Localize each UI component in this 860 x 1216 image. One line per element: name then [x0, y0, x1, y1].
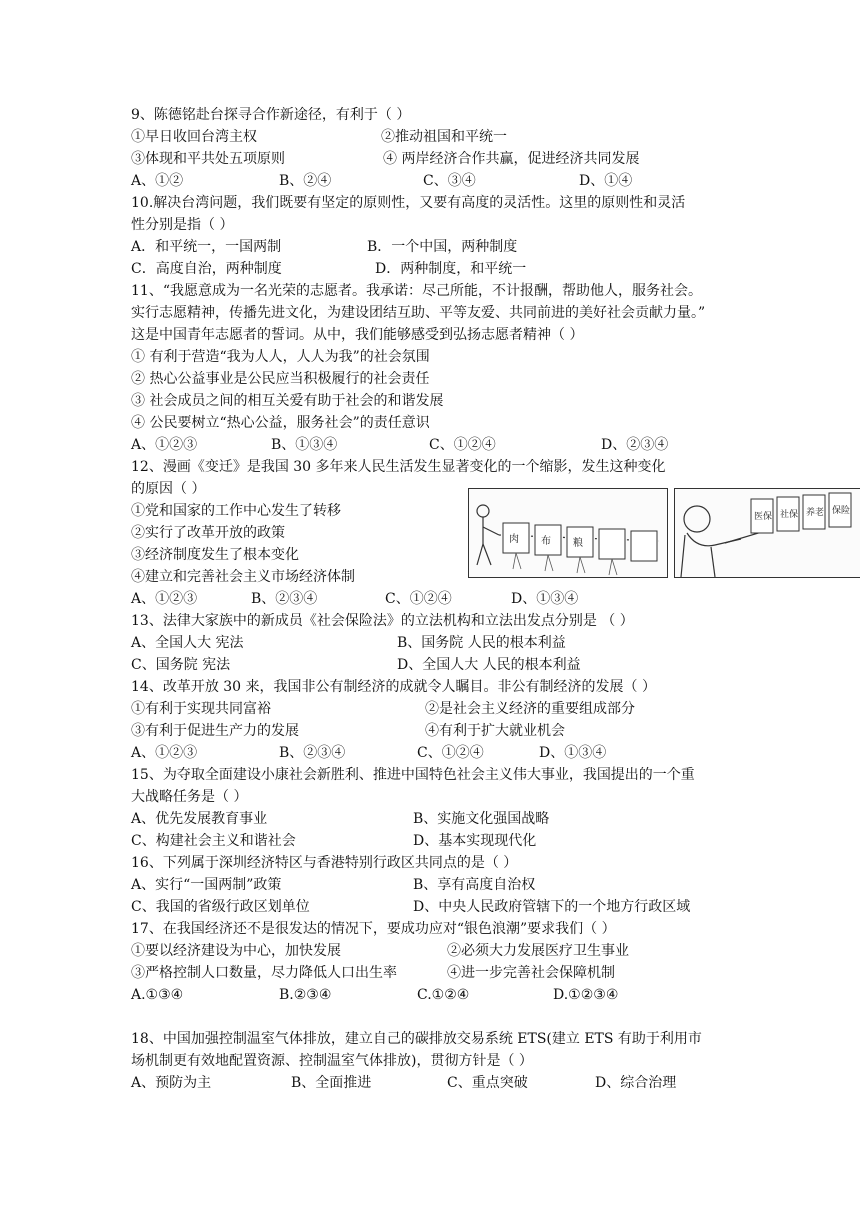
q15-stem-line1: 15、为夺取全面建设小康社会新胜利、推进中国特色社会主义伟大事业，我国提出的一个重 [131, 767, 695, 783]
q9-opt4: ④ 两岸经济合作共赢，促进经济共同发展 [383, 151, 640, 167]
q10-answer-a: A．和平统一，一国两制 [131, 239, 282, 255]
q16-stem: 16、下列属于深圳经济特区与香港特别行政区共同点的是（ ） [131, 855, 518, 871]
q11-answer-b: B、①③④ [271, 437, 338, 453]
q11-opt3: ③ 社会成员之间的相互关爱有助于社会的和谐发展 [131, 393, 444, 409]
q15-answer-d: D、基本实现现代化 [413, 833, 537, 849]
q12-stem-line1: 12、漫画《变迁》是我国 30 多年来人民生活发生显著变化的一个缩影，发生这种变化 [131, 459, 666, 475]
q9-answer-a: A、①② [131, 173, 184, 189]
q11-opt4: ④ 公民要树立“热心公益，服务社会”的责任意识 [131, 415, 430, 431]
q17-opt3: ③严格控制人口数量，尽力降低人口出生率 [131, 965, 397, 981]
q15-stem-line2: 大战略任务是（ ） [131, 789, 248, 805]
q18-answer-b: B、全面推进 [291, 1075, 372, 1091]
q17-answer-c: C.①②④ [417, 987, 470, 1003]
q18-stem-line2: 场机制更有效地配置资源、控制温室气体排放)，贯彻方针是（ ） [131, 1053, 533, 1069]
q16-answer-d: D、中央人民政府管辖下的一个地方行政区域 [413, 899, 691, 915]
q9-answer-c: C、③④ [423, 173, 476, 189]
q12-answer-d: D、①③④ [511, 591, 579, 607]
q12-answer-a: A、①②③ [131, 591, 198, 607]
q14-answer-d: D、①③④ [539, 745, 607, 761]
q10-answer-c: C．高度自治，两种制度 [131, 261, 282, 277]
q15-answer-c: C、构建社会主义和谐社会 [131, 833, 296, 849]
q17-opt1: ①要以经济建设为中心，加快发展 [131, 943, 341, 959]
q17-opt4: ④进一步完善社会保障机制 [447, 965, 615, 981]
q18-answer-c: C、重点突破 [447, 1075, 528, 1091]
q18-answer-d: D、综合治理 [595, 1075, 677, 1091]
q11-opt2: ② 热心公益事业是公民应当积极履行的社会责任 [131, 371, 430, 387]
q9-stem: 9、陈德铭赴台探寻合作新途径，有利于（ ） [131, 107, 411, 123]
cartoon-sign-4: 医保 [754, 512, 773, 522]
cartoon-sign-5: 社保 [780, 510, 799, 520]
cartoon-sign-3: 粮 [573, 538, 583, 549]
q16-answer-c: C、我国的省级行政区划单位 [131, 899, 310, 915]
q11-answer-c: C、①②④ [429, 437, 496, 453]
q11-answer-a: A、①②③ [131, 437, 198, 453]
q16-answer-a: A、实行“一国两制”政策 [131, 877, 282, 893]
q13-answer-d: D、全国人大 人民的根本利益 [397, 657, 581, 673]
cartoon-sign-2: 布 [541, 536, 551, 547]
q17-answer-b: B.②③④ [279, 987, 332, 1003]
q11-stem-line1: 11、“我愿意成为一名光荣的志愿者。我承诺：尽己所能，不计报酬，帮助他人，服务社会。 [131, 283, 702, 299]
q12-answer-c: C、①②④ [385, 591, 452, 607]
cartoon-sign-1: 肉 [509, 534, 519, 545]
q14-answer-a: A、①②③ [131, 745, 198, 761]
q11-answer-d: D、②③④ [601, 437, 669, 453]
q11-opt1: ① 有利于营造“我为人人，人人为我”的社会氛围 [131, 349, 430, 365]
q14-opt1: ①有利于实现共同富裕 [131, 701, 271, 717]
q9-answer-b: B、②④ [279, 173, 332, 189]
q16-answer-b: B、享有高度自治权 [413, 877, 536, 893]
cartoon-present-drawing [675, 489, 860, 577]
q17-answer-a: A.①③④ [131, 987, 184, 1003]
q10-answer-b: B．一个中国，两种制度 [367, 239, 518, 255]
q18-answer-a: A、预防为主 [131, 1075, 212, 1091]
q14-opt4: ④有利于扩大就业机会 [425, 723, 565, 739]
q14-opt3: ③有利于促进生产力的发展 [131, 723, 299, 739]
q12-opt4: ④建立和完善社会主义市场经济体制 [131, 569, 355, 585]
q17-opt2: ②必须大力发展医疗卫生事业 [447, 943, 629, 959]
cartoon-past-drawing [469, 489, 667, 577]
q12-opt3: ③经济制度发生了根本变化 [131, 547, 299, 563]
cartoon-panel-present [674, 488, 860, 578]
q13-answer-b: B、国务院 人民的根本利益 [397, 635, 566, 651]
q10-stem-line2: 性分别是指（ ） [131, 217, 234, 233]
q10-stem-line1: 10.解决台湾问题，我们既要有坚定的原则性，又要有高度的灵活性。这里的原则性和灵活 [131, 195, 686, 211]
q14-answer-c: C、①②④ [417, 745, 484, 761]
q18-stem-line1: 18、中国加强控制温室气体排放，建立自己的碳排放交易系统 ETS(建立 ETS 有助于利用市 [131, 1031, 702, 1047]
q12-stem-line2: 的原因（ ） [131, 481, 206, 497]
cartoon-sign-6: 养老 [806, 508, 825, 518]
q15-answer-a: A、优先发展教育事业 [131, 811, 268, 827]
q15-answer-b: B、实施文化强国战略 [413, 811, 550, 827]
q14-answer-b: B、②③④ [279, 745, 346, 761]
q11-stem-line2: 实行志愿精神，传播先进文化，为建设团结互助、平等友爱、共同前进的美好社会贡献力量。” [131, 305, 706, 321]
q12-opt2: ②实行了改革开放的政策 [131, 525, 285, 541]
q10-answer-d: D．两种制度，和平统一 [375, 261, 527, 277]
q9-opt3: ③体现和平共处五项原则 [131, 151, 285, 167]
q17-stem: 17、在我国经济还不是很发达的情况下，要成功应对“银色浪潮”要求我们（ ） [131, 921, 616, 937]
cartoon-bianqian [468, 488, 860, 578]
cartoon-sign-7: 保险 [832, 506, 851, 516]
q12-answer-b: B、②③④ [251, 591, 318, 607]
q9-opt1: ①早日收回台湾主权 [131, 129, 257, 145]
q14-opt2: ②是社会主义经济的重要组成部分 [425, 701, 635, 717]
cartoon-panel-past [468, 488, 668, 578]
q17-answer-d: D.①②③④ [553, 987, 619, 1003]
q13-stem: 13、法律大家族中的新成员《社会保险法》的立法机构和立法出发点分别是 （ ） [131, 613, 634, 629]
q9-answer-d: D、①④ [579, 173, 633, 189]
q14-stem: 14、改革开放 30 来，我国非公有制经济的成就令人瞩目。非公有制经济的发展（ ） [131, 679, 656, 695]
q12-opt1: ①党和国家的工作中心发生了转移 [131, 503, 341, 519]
q13-answer-a: A、全国人大 宪法 [131, 635, 244, 651]
q11-stem-line3: 这是中国青年志愿者的誓词。从中，我们能够感受到弘扬志愿者精神（ ） [131, 327, 584, 343]
q9-opt2: ②推动祖国和平统一 [381, 129, 507, 145]
q13-answer-c: C、国务院 宪法 [131, 657, 231, 673]
